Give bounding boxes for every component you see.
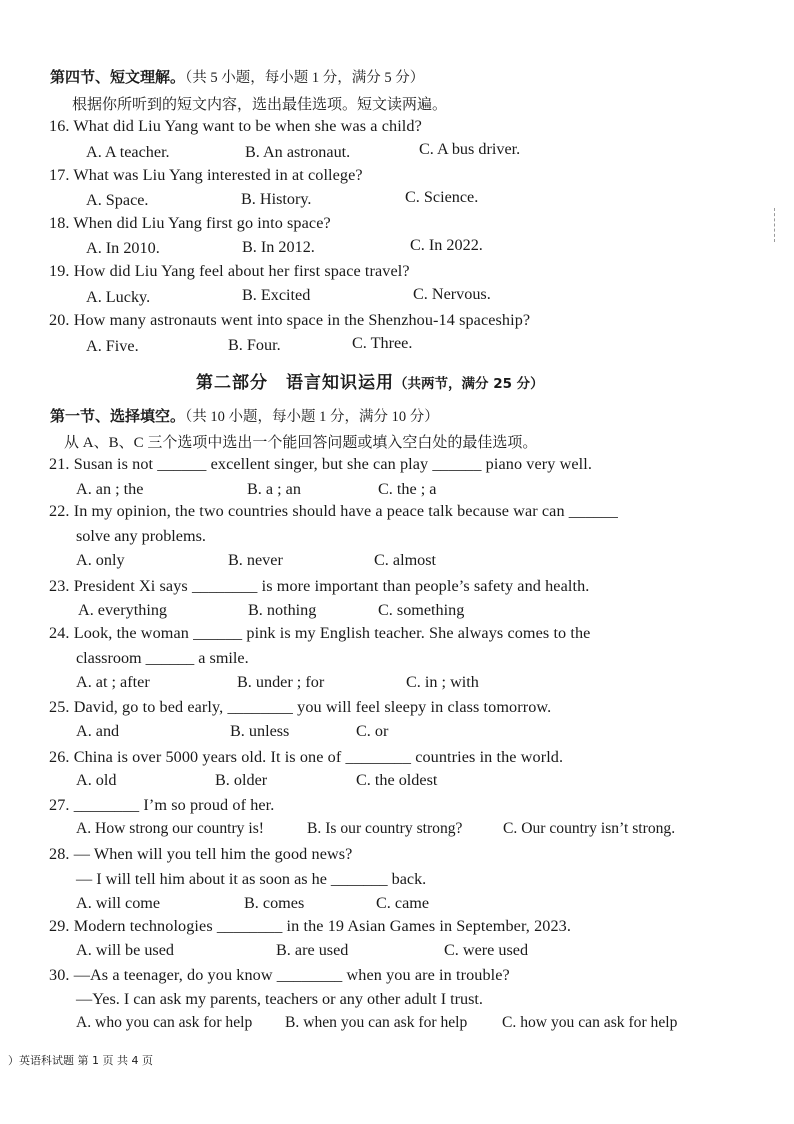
question-number: 24.	[49, 624, 70, 642]
question-number: 16.	[49, 117, 70, 135]
question-number: 23.	[49, 577, 70, 595]
section1-instruction: 从 A、B、C 三个选项中选出一个能回答问题或填入空白处的最佳选项。	[64, 435, 538, 451]
q25-option-b: B. unless	[230, 722, 290, 740]
q18-option-a: A. In 2010.	[86, 239, 160, 257]
question-29	[49, 917, 571, 936]
question-text: Look, the woman ______ pink is my English teacher. She always comes to the	[73, 624, 591, 642]
question-18	[49, 214, 331, 233]
q24-text-continued: classroom ______ a smile.	[76, 649, 249, 667]
q21-option-c: C. the ; a	[378, 480, 437, 498]
q16-option-b: B. An astronaut.	[245, 143, 351, 161]
question-number: 21.	[49, 455, 70, 473]
question-text: Susan is not ______ excellent singer, but she can play ______ piano very well.	[73, 455, 593, 473]
q27-option-a: A. How strong our country is!	[76, 820, 264, 837]
question-17	[49, 166, 363, 185]
q20-option-b: B. Four.	[228, 336, 281, 354]
question-number: 27.	[49, 796, 70, 814]
q16-option-a: A. A teacher.	[86, 143, 170, 161]
q22-option-c: C. almost	[374, 551, 437, 569]
question-number: 29.	[49, 917, 70, 935]
q17-option-a: A. Space.	[86, 191, 149, 209]
q22-option-a: A. only	[76, 551, 125, 569]
q28-option-b: B. comes	[244, 894, 305, 912]
q22-text-continued: solve any problems.	[76, 527, 206, 545]
q18-option-c: C. In 2022.	[410, 236, 483, 254]
q19-option-c: C. Nervous.	[413, 285, 491, 303]
question-text: How did Liu Yang feel about her first space travel?	[73, 262, 410, 280]
q21-option-a: A. an ; the	[76, 480, 144, 498]
part2-title-note: （共两节，满分 25 分）	[394, 376, 544, 392]
question-text: When did Liu Yang first go into space?	[73, 214, 331, 232]
q17-option-b: B. History.	[241, 190, 312, 208]
q30-text-continued: —Yes. I can ask my parents, teachers or any other adult I trust.	[76, 990, 483, 1008]
section4-heading-note: （共 5 小题，每小题 1 分，满分 5 分）	[185, 70, 425, 86]
q24-option-b: B. under ; for	[237, 673, 325, 691]
question-text: President Xi says ________ is more important than people’s safety and health.	[73, 577, 590, 595]
q28-text-continued: — I will tell him about it as soon as he _______ back.	[76, 870, 427, 888]
question-22	[49, 502, 618, 521]
q17-option-c: C. Science.	[405, 188, 479, 206]
question-number: 19.	[49, 262, 70, 280]
question-text: ________ I’m so proud of her.	[73, 796, 275, 814]
q21-option-b: B. a ; an	[247, 480, 301, 498]
question-text: Modern technologies ________ in the 19 Asian Games in September, 2023.	[73, 917, 571, 935]
section4-heading-title: 第四节、短文理解。	[50, 68, 186, 86]
question-number: 30.	[49, 966, 70, 984]
section1-heading-note: （共 10 小题，每小题 1 分，满分 10 分）	[185, 409, 439, 425]
q16-option-c: C. A bus driver.	[419, 140, 521, 158]
question-30	[49, 966, 510, 985]
part2-title-text: 第二部分 语言知识运用	[196, 373, 394, 393]
page-footer: ）英语科试题 第 1 页 共 4 页	[8, 1054, 153, 1067]
question-number: 20.	[49, 311, 70, 329]
question-20	[49, 311, 530, 330]
question-number: 26.	[49, 748, 70, 766]
question-text: —As a teenager, do you know ________ when you are in trouble?	[73, 966, 510, 984]
question-text: David, go to bed early, ________ you will feel sleepy in class tomorrow.	[73, 698, 552, 716]
q23-option-b: B. nothing	[248, 601, 317, 619]
part2-title	[196, 368, 544, 393]
q25-option-c: C. or	[356, 722, 389, 740]
q25-option-a: A. and	[76, 722, 120, 740]
q29-option-a: A. will be used	[76, 941, 175, 959]
question-number: 25.	[49, 698, 70, 716]
q30-option-a: A. who you can ask for help	[76, 1014, 253, 1031]
q24-option-a: A. at ; after	[76, 673, 150, 691]
q23-option-a: A. everything	[78, 601, 168, 619]
question-26	[49, 748, 563, 767]
question-number: 22.	[49, 502, 70, 520]
question-text: What was Liu Yang interested in at college?	[73, 166, 363, 184]
q27-option-b: B. Is our country strong?	[307, 820, 463, 837]
question-text: — When will you tell him the good news?	[73, 845, 353, 863]
q30-option-c: C. how you can ask for help	[502, 1014, 678, 1031]
question-text: What did Liu Yang want to be when she was a child?	[73, 117, 422, 135]
q26-option-b: B. older	[215, 771, 268, 789]
q28-option-c: C. came	[376, 894, 430, 912]
question-number: 17.	[49, 166, 70, 184]
scan-edge-mark	[774, 208, 777, 242]
q26-option-c: C. the oldest	[356, 771, 438, 789]
question-text: China is over 5000 years old. It is one of ________ countries in the world.	[73, 748, 564, 766]
q26-option-a: A. old	[76, 771, 117, 789]
question-number: 18.	[49, 214, 70, 232]
q19-option-b: B. Excited	[242, 286, 311, 304]
question-number: 28.	[49, 845, 70, 863]
q28-option-a: A. will come	[76, 894, 161, 912]
question-16	[49, 117, 422, 136]
section1-heading	[50, 405, 439, 426]
question-25	[49, 698, 551, 717]
q18-option-b: B. In 2012.	[242, 238, 315, 256]
q23-option-c: C. something	[378, 601, 465, 619]
section1-heading-title: 第一节、选择填空。	[50, 407, 186, 425]
q22-option-b: B. never	[228, 551, 283, 569]
q19-option-a: A. Lucky.	[86, 288, 151, 306]
section4-instruction: 根据你所听到的短文内容，选出最佳选项。短文读两遍。	[72, 97, 448, 113]
question-24	[49, 624, 590, 643]
q29-option-c: C. were used	[444, 941, 529, 959]
question-28	[49, 845, 352, 864]
question-27	[49, 796, 274, 815]
q24-option-c: C. in ; with	[406, 673, 479, 691]
question-21	[49, 455, 592, 474]
question-23	[49, 577, 589, 596]
q29-option-b: B. are used	[276, 941, 349, 959]
question-text: In my opinion, the two countries should have a peace talk because war can ______	[73, 502, 618, 520]
question-text: How many astronauts went into space in the Shenzhou-14 spaceship?	[73, 311, 531, 329]
q20-option-a: A. Five.	[86, 337, 139, 355]
q20-option-c: C. Three.	[352, 334, 413, 352]
question-19	[49, 262, 410, 281]
section4-heading	[50, 66, 424, 87]
q27-option-c: C. Our country isn’t strong.	[503, 820, 676, 837]
q30-option-b: B. when you can ask for help	[285, 1014, 468, 1031]
